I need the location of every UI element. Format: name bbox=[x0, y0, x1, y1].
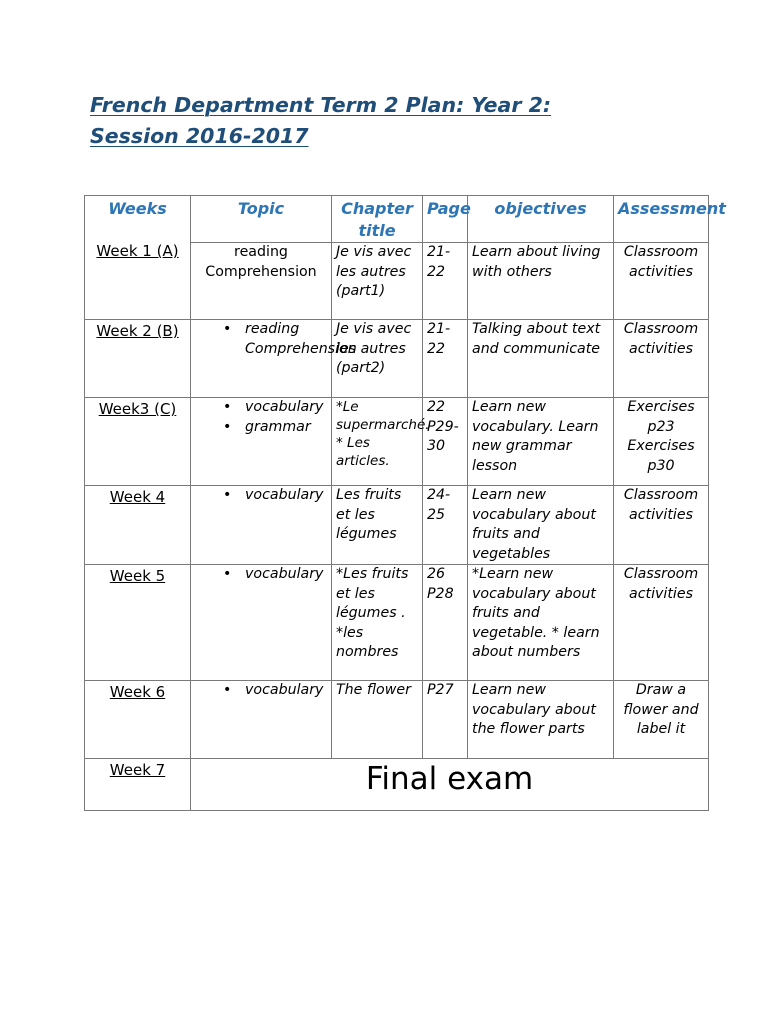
topic-cell bbox=[191, 243, 332, 320]
table-row bbox=[85, 398, 709, 486]
assessment-cell: Classroom activities bbox=[614, 486, 709, 565]
assessment-cell: Exercises p23 Exercises p30 bbox=[614, 398, 709, 486]
header-page: Page bbox=[423, 196, 468, 243]
objectives-cell: Learn about living with others bbox=[468, 243, 614, 320]
weeks-header-cell bbox=[85, 196, 191, 320]
objectives-cell: Learn new vocabulary about the flower parts bbox=[468, 681, 614, 759]
table-row bbox=[85, 320, 709, 398]
assessment-cell: Draw a flower and label it bbox=[614, 681, 709, 759]
final-exam-row bbox=[85, 759, 709, 811]
page-cell: P27 bbox=[423, 681, 468, 759]
chapter-cell: Les fruits et les légumes bbox=[332, 486, 423, 565]
title-line-1: French Department Term 2 Plan: Year 2: bbox=[90, 93, 552, 117]
title-line-2: Session 2016-2017 bbox=[90, 124, 309, 148]
header-weeks: Weeks bbox=[108, 199, 167, 218]
week-cell bbox=[85, 398, 191, 486]
page-cell: 26 P28 bbox=[423, 565, 468, 681]
topic-cell bbox=[191, 398, 332, 486]
week-cell bbox=[85, 759, 191, 811]
page-cell: 24-25 bbox=[423, 486, 468, 565]
assessment-cell: Classroom activities bbox=[614, 565, 709, 681]
objectives-cell: Learn new vocabulary. Learn new grammar lesson bbox=[468, 398, 614, 486]
topic-bullet: • vocabulary bbox=[195, 565, 327, 585]
objectives-cell: Talking about text and communicate bbox=[468, 320, 614, 398]
final-exam-cell: Final exam bbox=[191, 759, 709, 811]
week-label: Week 5 bbox=[109, 567, 166, 585]
week-label: Week 6 bbox=[109, 683, 166, 701]
week-label: Week 4 bbox=[109, 488, 166, 506]
assessment-cell: Classroom activities bbox=[614, 320, 709, 398]
week-cell bbox=[85, 565, 191, 681]
week-cell bbox=[85, 320, 191, 398]
topic-cell bbox=[191, 486, 332, 565]
chapter-cell: Je vis avec les autres (part2) bbox=[332, 320, 423, 398]
topic-cell bbox=[191, 681, 332, 759]
chapter-cell: The flower bbox=[332, 681, 423, 759]
topic-bullet: • vocabulary bbox=[195, 486, 327, 506]
table-row bbox=[85, 565, 709, 681]
topic-text: reading Comprehension bbox=[205, 244, 317, 280]
header-row bbox=[85, 196, 709, 243]
week-label: Week 1 (A) bbox=[96, 242, 179, 260]
chapter-cell: Je vis avec les autres (part1) bbox=[332, 243, 423, 320]
table-row bbox=[85, 681, 709, 759]
header-topic: Topic bbox=[191, 196, 332, 243]
header-assessment: Assessment bbox=[614, 196, 709, 243]
page-cell: 21-22 bbox=[423, 243, 468, 320]
objectives-cell: Learn new vocabulary about fruits and vegetables bbox=[468, 486, 614, 565]
week-label: Week 2 (B) bbox=[96, 322, 179, 340]
topic-bullet: • reading Comprehension bbox=[195, 320, 327, 359]
topic-cell bbox=[191, 565, 332, 681]
objectives-cell: *Learn new vocabulary about fruits and vegetable. * learn about numbers bbox=[468, 565, 614, 681]
topic-bullet: • grammar bbox=[195, 418, 327, 438]
table-row bbox=[85, 486, 709, 565]
topic-cell bbox=[191, 320, 357, 398]
week-cell bbox=[85, 681, 191, 759]
assessment-cell: Classroom activities bbox=[614, 243, 709, 320]
header-chapter-title: Chapter title bbox=[332, 196, 423, 243]
topic-bullet: • vocabulary bbox=[195, 398, 327, 418]
week-label: Week3 (C) bbox=[98, 400, 177, 418]
term-plan-table bbox=[84, 195, 726, 811]
week-label: Week 7 bbox=[109, 761, 166, 779]
chapter-cell: *Les fruits et les légumes . *les nombres bbox=[332, 565, 423, 681]
page-cell: 21-22 bbox=[423, 320, 468, 398]
week-cell bbox=[85, 486, 191, 565]
document-title bbox=[90, 90, 690, 152]
chapter-cell: *Le supermarché. * Les articles. bbox=[332, 398, 423, 486]
page-cell: 22 P29-30 bbox=[423, 398, 468, 486]
topic-bullet: • vocabulary bbox=[195, 681, 327, 701]
header-objectives: objectives bbox=[468, 196, 614, 243]
